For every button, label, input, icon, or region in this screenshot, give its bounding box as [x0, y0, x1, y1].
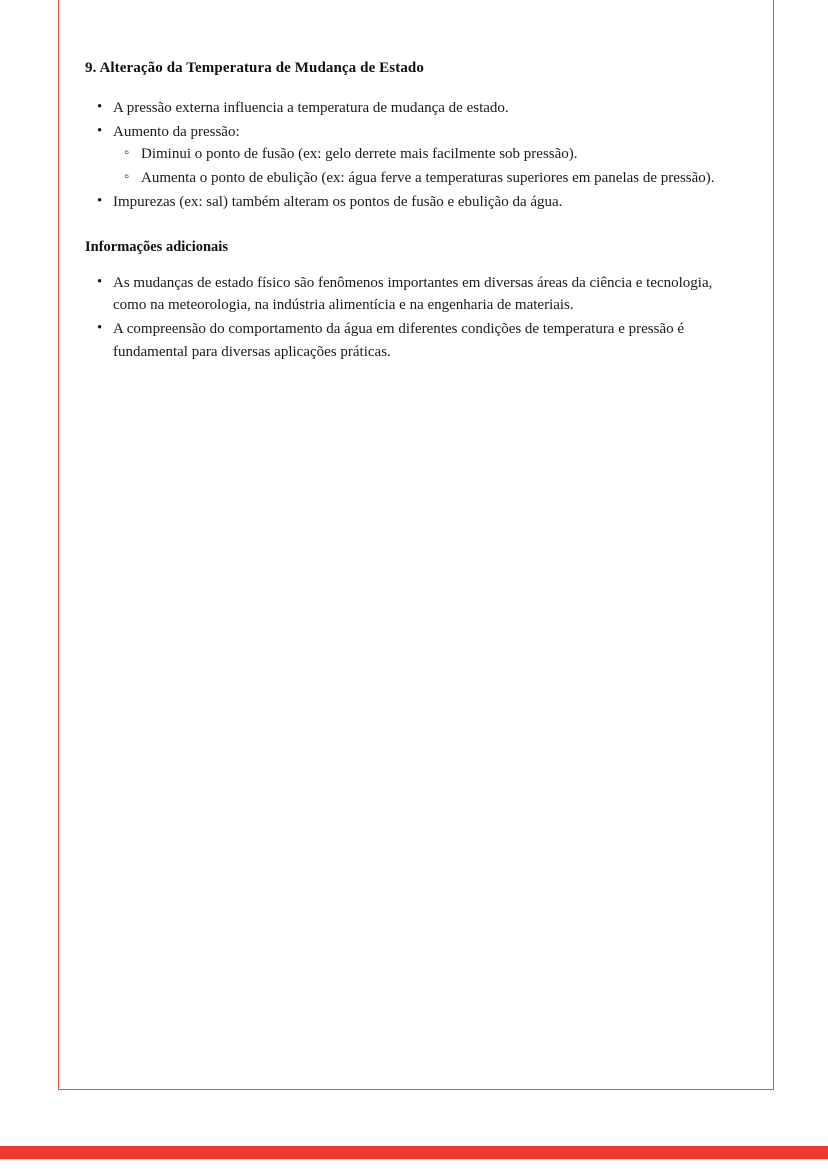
sub-list-item: ◦ Aumenta o ponto de ebulição (ex: água ferve a temperaturas superiores em panelas de pressão). — [113, 167, 733, 189]
list-item-text: • As mudanças de estado físico são fenômenos importantes em diversas áreas da ciência e tecnologia, como na meteorologia, na indústria alimentícia e na engenharia de materiais. — [113, 274, 713, 314]
list-item — [85, 191, 733, 213]
additional-info-heading: Informações adicionais — [85, 238, 228, 255]
section-bullet-list — [85, 97, 733, 213]
list-item-text: • A compreensão do comportamento da água em diferentes condições de temperatura e pressão é fundamental para diversas aplicações práticas. — [113, 321, 685, 360]
page-title: 9. Alteração da Temperatura de Mudança de Estado — [85, 60, 424, 76]
list-item — [85, 121, 733, 189]
list-item-text: • Impurezas (ex: sal) também alteram os pontos de fusão e ebulição da água. — [113, 193, 563, 210]
document-page — [58, 0, 774, 1090]
additional-bullet-list — [85, 272, 733, 363]
page-whitespace — [85, 365, 733, 1005]
list-item-text: • A pressão externa influencia a temperatura de mudança de estado. — [113, 100, 509, 116]
page-content — [59, 0, 773, 1005]
list-item — [85, 97, 733, 119]
list-item — [85, 318, 733, 362]
list-item-text: • Aumento da pressão: — [113, 124, 240, 141]
sub-list-item: ◦ Diminui o ponto de fusão (ex: gelo derrete mais facilmente sob pressão). — [113, 143, 733, 165]
sub-bullet-list — [113, 143, 733, 188]
footer-accent-bar — [0, 1146, 828, 1159]
list-item — [85, 272, 733, 316]
